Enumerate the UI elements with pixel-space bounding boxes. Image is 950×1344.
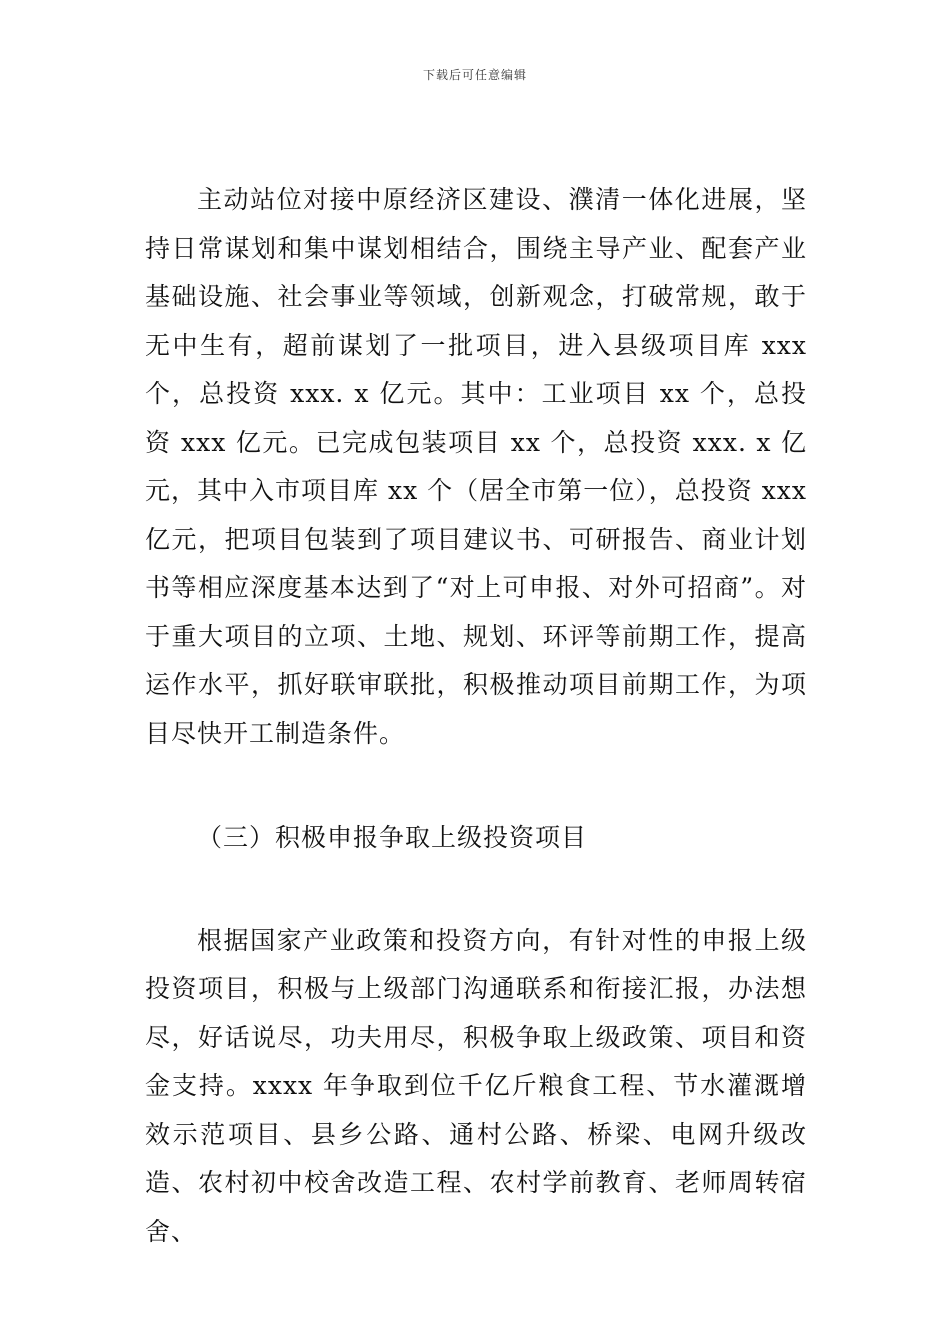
paragraph-spacer (145, 863, 807, 917)
paragraph-funding-application: 根据国家产业政策和投资方向，有针对性的申报上级投资项目，积极与上级部门沟通联系和衔接汇报，办法想尽，好话说尽，功夫用尽，积极争取上级政策、项目和资金支持。xxxx 年争取到位千亿斤粮食工程、节水灌溉增效示范项目、县乡公路、通村公路、桥梁、电网升级改造、农村初中校舍改造工程、农村学前教育、老师周转宿舍、 (145, 925, 807, 1246)
section-heading: （三）积极申报争取上级投资项目 (197, 823, 588, 852)
page-header-note: 下载后可任意编辑 (422, 68, 527, 82)
document-body (145, 176, 807, 1256)
paragraph-spacer (145, 758, 807, 814)
paragraph-project-planning: 主动站位对接中原经济区建设、濮清一体化进展，坚持日常谋划和集中谋划相结合，围绕主导产业、配套产业基础设施、社会事业等领域，创新观念，打破常规，敢于无中生有，超前谋划了一批项目，进入县级项目库 xxx 个，总投资 xxx. x 亿元。其中：工业项目 xx 个，总投资 xxx 亿元。已完成包装项目 xx 个，总投资 xxx. x 亿元，其中入市项目库 xx 个（居全市第一位），总投资 xxx 亿元，把项目包装到了项目建议书、可研报告、商业计划书等相应深度基本达到了“对上可申报、对外可招商”。对于重大项目的立项、土地、规划、环评等前期工作，提高运作水平，抓好联审联批，积极推动项目前期工作，为项目尽快开工制造条件。 (145, 185, 807, 748)
